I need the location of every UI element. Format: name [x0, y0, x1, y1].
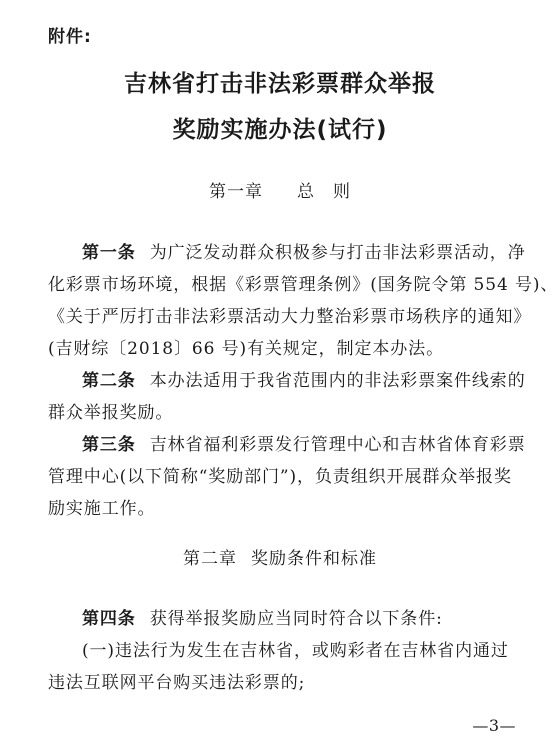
article-2-text-1: 本办法适用于我省范围内的非法彩票案件线索的 [149, 371, 526, 391]
article-1-text-1: 为广泛发动群众积极参与打击非法彩票活动，净 [149, 243, 526, 263]
page-number: —3— [472, 716, 516, 735]
article-1-line-1 [48, 238, 528, 263]
attachment-label: 附件: [48, 27, 92, 47]
chapter-2-name: 奖励条件和标准 [251, 549, 377, 569]
article-3-line-2: 管理中心(以下简称“奖励部门”)，负责组织开展群众举报奖 [48, 467, 512, 487]
article-2-line-2: 群众举报奖励。 [48, 403, 174, 423]
article-2-line-1 [48, 366, 528, 391]
item-1-line-1: (一)违法行为发生在吉林省，或购彩者在吉林省内通过 [82, 641, 509, 661]
article-2-label: 第二条 [82, 371, 136, 391]
chapter-2-heading [0, 544, 560, 569]
item-1-line-2: 违法互联网平台购买违法彩票的; [48, 673, 306, 693]
chapter-1-number: 第一章 [209, 182, 263, 202]
article-3-line-3: 励实施工作。 [48, 499, 156, 519]
article-1-label: 第一条 [82, 243, 136, 263]
article-1-line-2: 化彩票市场环境，根据《彩票管理条例》(国务院令第 554 号)、 [48, 275, 559, 295]
chapter-1-heading [0, 177, 560, 202]
article-4-line-1 [48, 604, 528, 629]
article-3-line-1 [48, 430, 528, 455]
document-title-line-1: 吉林省打击非法彩票群众举报 [124, 71, 436, 97]
article-4-text-1: 获得举报奖励应当同时符合以下条件: [149, 609, 443, 629]
document-title-line-2: 奖励实施办法(试行) [172, 117, 388, 143]
article-4-label: 第四条 [82, 609, 136, 629]
article-1-line-4: (吉财综〔2018〕66 号)有关规定，制定本办法。 [48, 339, 444, 359]
article-3-text-1: 吉林省福利彩票发行管理中心和吉林省体育彩票 [149, 435, 526, 455]
article-1-line-3: 《关于严厉打击非法彩票活动大力整治彩票市场秩序的通知》 [48, 307, 532, 327]
chapter-1-name: 总 则 [297, 182, 351, 202]
article-3-label: 第三条 [82, 435, 136, 455]
chapter-2-number: 第二章 [183, 549, 237, 569]
